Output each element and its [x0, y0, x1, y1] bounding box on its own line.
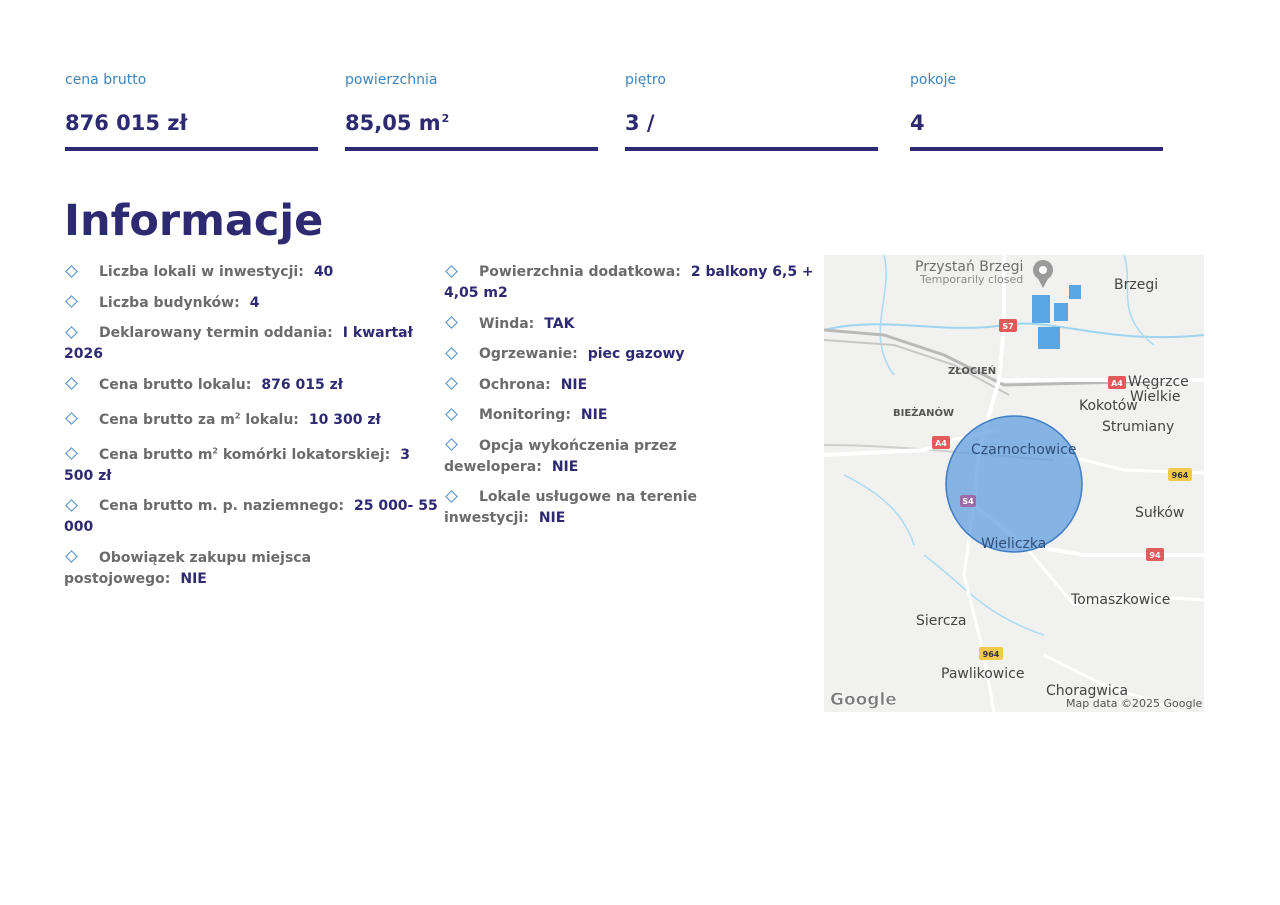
info-label-part: Cena brutto m	[99, 446, 213, 463]
map-place-label: Strumiany	[1102, 419, 1175, 435]
stat-price	[65, 70, 318, 151]
info-label: Cena brutto lokalu:	[99, 376, 252, 393]
stat-underline	[625, 147, 878, 151]
info-value: 25 000- 55 000	[64, 498, 438, 536]
superscript: 2	[441, 112, 450, 125]
info-value: 3 500 zł	[64, 446, 410, 484]
map-place-label: Kokotów	[1079, 398, 1138, 414]
map-place-label: Wieliczka	[981, 536, 1047, 552]
diamond-bullet-icon	[445, 347, 458, 360]
info-value: 40	[313, 264, 334, 280]
info-item	[64, 323, 444, 365]
diamond-bullet-icon	[65, 326, 78, 339]
info-value: NIE	[180, 570, 207, 587]
diamond-bullet-icon	[65, 412, 78, 425]
map-place-label: Pawlikowice	[941, 666, 1025, 682]
map-place-label: Choragwica	[1046, 683, 1129, 699]
info-item	[444, 375, 814, 396]
info-label: Powierzchnia dodatkowa:	[479, 264, 681, 280]
diamond-bullet-icon	[65, 499, 78, 512]
stat-label: piętro	[625, 72, 666, 88]
info-label: Liczba lokali w inwestycji:	[99, 264, 304, 280]
info-value: I kwartał 2026	[64, 325, 413, 362]
info-label	[99, 447, 390, 463]
road-label: 964	[982, 650, 1000, 659]
stat-underline	[910, 147, 1163, 151]
map-place-label: Siercza	[916, 613, 967, 629]
road-label: S7	[1002, 322, 1014, 331]
info-label: Ogrzewanie:	[479, 346, 578, 362]
road-label: S4	[962, 497, 974, 506]
info-value: NIE	[580, 407, 608, 423]
info-item	[444, 344, 814, 365]
map-poi-status: Temporarily closed	[920, 273, 1024, 286]
map-place-label: Czarnochowice	[971, 442, 1077, 458]
map-place-label: Tomaszkowice	[1071, 592, 1171, 608]
stat-value	[345, 111, 598, 141]
map-place-label: Węgrzce	[1128, 374, 1189, 390]
info-label: Winda:	[479, 315, 535, 332]
stat-area	[345, 70, 598, 151]
info-item	[64, 405, 444, 431]
stat-underline	[65, 147, 318, 151]
superscript: 2	[212, 446, 218, 456]
stat-label: cena brutto	[65, 72, 147, 88]
map-place-label: Sułków	[1135, 505, 1185, 521]
diamond-bullet-icon	[65, 377, 78, 390]
map-place-label: ZŁOCIEŃ	[948, 366, 997, 377]
diamond-bullet-icon	[445, 490, 458, 503]
info-value: 10 300 zł	[308, 411, 381, 428]
stat-value: 4	[910, 111, 925, 135]
road-label: A4	[1111, 379, 1123, 388]
info-label: Liczba budynków:	[99, 294, 240, 311]
road-label: 94	[1149, 551, 1161, 560]
info-label: Monitoring:	[479, 407, 571, 423]
diamond-bullet-icon	[445, 408, 458, 421]
info-item	[64, 496, 444, 538]
info-value: NIE	[538, 510, 566, 526]
info-value: 2 balkony 6,5 + 4,05 m2	[444, 264, 814, 301]
diamond-bullet-icon	[65, 265, 78, 278]
map-logo: Google	[830, 690, 897, 710]
section-heading: Informacje	[64, 196, 324, 246]
diamond-bullet-icon	[445, 265, 458, 278]
location-map	[824, 255, 1204, 712]
diamond-bullet-icon	[445, 316, 458, 329]
location-radius-marker	[946, 416, 1082, 552]
info-label-part: Cena brutto za m	[99, 411, 235, 428]
info-value: piec gazowy	[587, 346, 685, 362]
road-label: A4	[935, 439, 947, 448]
info-value: 4	[249, 294, 260, 311]
info-item	[64, 375, 444, 396]
info-list-right	[444, 262, 814, 539]
info-item	[64, 440, 444, 487]
map-place-label: Brzegi	[1114, 277, 1159, 293]
map-attribution: Map data ©2025 Google	[1066, 697, 1203, 710]
road-label: 964	[1171, 471, 1189, 480]
map-place-label: Wielkie	[1130, 389, 1181, 405]
diamond-bullet-icon	[445, 438, 458, 451]
map-place-label: BIEŻANÓW	[893, 408, 955, 419]
stat-value-number: 85,05 m	[345, 111, 441, 135]
map-poi-name: Przystań Brzegi	[915, 259, 1024, 275]
stat-label: powierzchnia	[345, 72, 438, 88]
diamond-bullet-icon	[65, 550, 78, 563]
info-item	[444, 436, 814, 478]
info-label	[99, 412, 299, 428]
diamond-bullet-icon	[65, 447, 78, 460]
info-label: Deklarowany termin oddania:	[99, 325, 333, 341]
info-item	[444, 405, 814, 426]
stat-rooms	[910, 70, 1163, 151]
info-label: Opcja wykończenia przez dewelopera:	[444, 437, 677, 475]
info-label-part: lokalu:	[240, 411, 299, 428]
info-value: NIE	[551, 458, 579, 475]
info-value: 876 015 zł	[261, 376, 343, 393]
stat-label: pokoje	[910, 72, 957, 88]
info-value: NIE	[560, 376, 588, 393]
info-item	[444, 314, 814, 335]
info-value: TAK	[544, 315, 575, 332]
stat-value: 3 /	[625, 111, 655, 135]
diamond-bullet-icon	[65, 295, 78, 308]
info-label: Cena brutto m. p. naziemnego:	[99, 498, 344, 515]
diamond-bullet-icon	[445, 377, 458, 390]
info-list-left	[64, 262, 444, 599]
info-item	[64, 548, 444, 590]
info-label: Lokale usługowe na terenie inwestycji:	[444, 489, 698, 526]
superscript: 2	[234, 411, 241, 420]
info-item	[444, 487, 814, 529]
info-item	[444, 262, 814, 304]
stat-underline	[345, 147, 598, 151]
stat-value: 876 015 zł	[65, 111, 188, 135]
info-label: Obowiązek zakupu miejsca postojowego:	[64, 549, 312, 587]
info-item	[64, 262, 444, 283]
info-label-part: komórki lokatorskiej:	[218, 446, 391, 463]
info-item	[64, 293, 444, 314]
info-label: Ochrona:	[479, 376, 551, 393]
stat-floor	[625, 70, 878, 151]
